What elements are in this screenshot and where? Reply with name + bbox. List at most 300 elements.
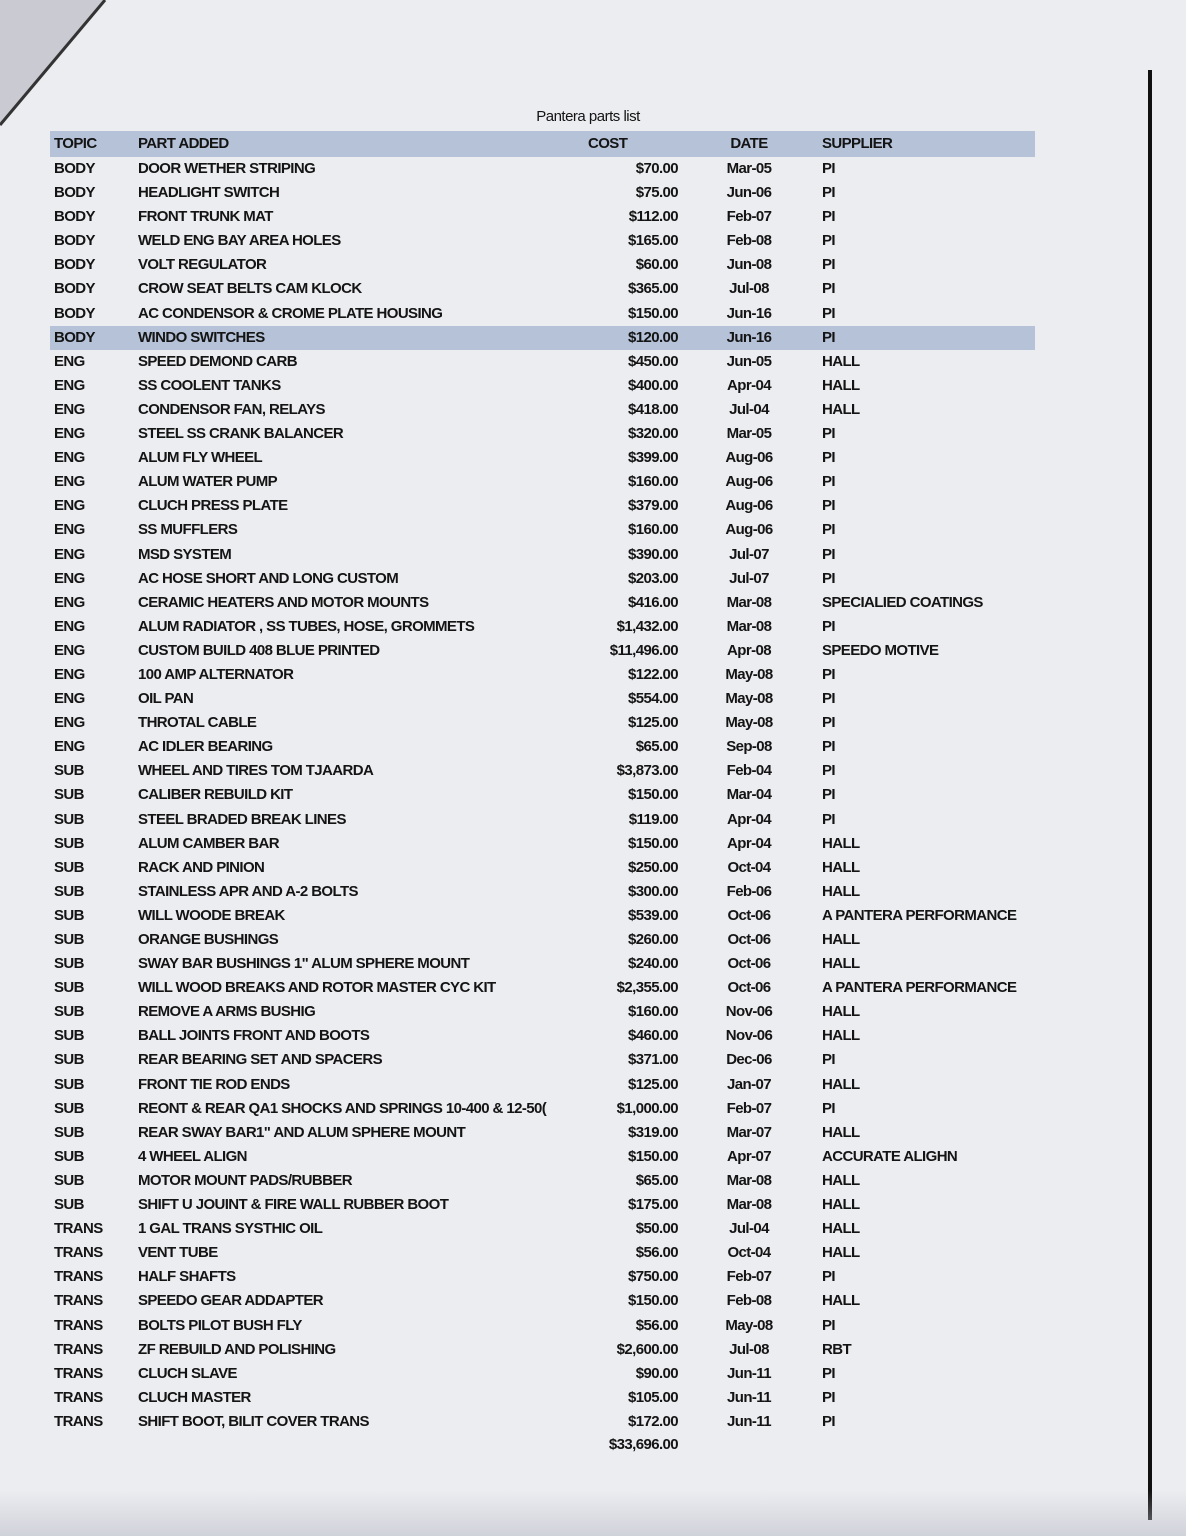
cell-topic: ENG: [54, 665, 85, 683]
cell-topic: ENG: [54, 617, 85, 635]
cell-supplier: PI: [822, 569, 835, 587]
cell-part: REAR BEARING SET AND SPACERS: [138, 1051, 383, 1069]
cell-cost: $554.00: [627, 690, 678, 708]
cell-topic: SUB: [54, 1075, 84, 1093]
cell-cost: $160.00: [627, 521, 678, 539]
cell-cost: $165.00: [627, 232, 678, 250]
cell-topic: ENG: [54, 690, 85, 708]
cell-cost: $50.00: [635, 1220, 678, 1238]
cell-date: Jun-11: [727, 1364, 771, 1382]
cell-part: SPEED DEMOND CARB: [138, 352, 297, 370]
table-row: [50, 615, 1035, 639]
cell-date: Feb-07: [726, 208, 772, 226]
cell-supplier: PI: [822, 280, 835, 298]
cell-cost: $60.00: [635, 256, 678, 274]
cell-date: Mar-05: [726, 160, 772, 177]
cell-part: CLUCH PRESS PLATE: [138, 497, 288, 515]
cell-supplier: HALL: [822, 376, 860, 394]
table-body: [50, 157, 1035, 1434]
cell-topic: SUB: [54, 931, 84, 948]
cell-date: Sep-08: [726, 738, 772, 756]
cell-topic: ENG: [54, 376, 85, 394]
cell-part: FRONT TRUNK MAT: [138, 208, 273, 226]
cell-topic: TRANS: [54, 1388, 103, 1406]
cell-part: HALF SHAFTS: [138, 1268, 236, 1286]
cell-topic: SUB: [54, 1003, 84, 1021]
cell-date: Jul-08: [729, 1340, 769, 1358]
cell-date: Jun-16: [726, 328, 772, 346]
table-row: [50, 832, 1035, 856]
table-row: [50, 1386, 1035, 1410]
table-row: [50, 880, 1035, 904]
table-row: [50, 976, 1035, 1000]
table-row: [50, 687, 1035, 711]
cell-part: CLUCH MASTER: [138, 1388, 251, 1406]
table-row: [50, 952, 1035, 976]
cell-part: WINDO SWITCHES: [138, 328, 265, 346]
cell-topic: TRANS: [54, 1316, 103, 1334]
cell-topic: SUB: [54, 979, 84, 997]
cell-part: STAINLESS APR AND A-2 BOLTS: [138, 882, 358, 900]
cell-topic: BODY: [54, 208, 95, 226]
cell-supplier: HALL: [822, 352, 860, 370]
cell-supplier: PI: [822, 256, 835, 274]
header-date: DATE: [730, 135, 768, 152]
cell-date: Jun-11: [727, 1388, 771, 1406]
table-row: [50, 350, 1035, 374]
cell-date: Apr-04: [727, 810, 771, 828]
cell-cost: $56.00: [635, 1316, 678, 1334]
header-supplier: SUPPLIER: [822, 135, 893, 152]
cell-supplier: PI: [822, 497, 835, 515]
cell-part: BALL JOINTS FRONT AND BOOTS: [138, 1027, 370, 1045]
cell-part: ALUM RADIATOR , SS TUBES, HOSE, GROMMETS: [138, 617, 475, 635]
cell-topic: ENG: [54, 400, 85, 418]
cell-date: Feb-06: [726, 882, 772, 900]
cell-part: 100 AMP ALTERNATOR: [138, 665, 294, 683]
cell-topic: SUB: [54, 906, 84, 924]
cell-supplier: HALL: [822, 955, 860, 973]
cell-topic: ENG: [54, 473, 85, 491]
table-row: [50, 1193, 1035, 1217]
cell-date: Mar-04: [726, 786, 772, 804]
table-row: [50, 567, 1035, 591]
cell-part: REONT & REAR QA1 SHOCKS AND SPRINGS 10-400 & 12-50(: [138, 1099, 547, 1117]
cell-part: CLUCH SLAVE: [138, 1364, 237, 1382]
cell-date: Apr-07: [727, 1147, 771, 1165]
cell-supplier: HALL: [822, 1003, 860, 1021]
cell-part: STEEL SS CRANK BALANCER: [138, 425, 344, 443]
cell-cost: $365.00: [627, 280, 678, 298]
cell-supplier: PI: [822, 690, 835, 708]
cell-topic: SUB: [54, 834, 84, 852]
cell-date: Jun-11: [727, 1412, 771, 1430]
cell-topic: ENG: [54, 449, 85, 467]
cell-cost: $400.00: [627, 376, 678, 394]
cell-cost: $125.00: [627, 1075, 678, 1093]
cell-part: ORANGE BUSHINGS: [138, 931, 279, 948]
cell-topic: SUB: [54, 1123, 84, 1141]
cell-cost: $450.00: [627, 352, 678, 370]
cell-supplier: PI: [822, 1268, 835, 1286]
cell-supplier: PI: [822, 160, 835, 177]
cell-date: Feb-08: [726, 232, 772, 250]
cell-date: Feb-04: [726, 762, 772, 780]
cell-topic: SUB: [54, 1051, 84, 1069]
cell-date: Aug-06: [725, 521, 773, 539]
cell-date: Feb-07: [726, 1099, 772, 1117]
cell-topic: TRANS: [54, 1364, 103, 1382]
cell-cost: $75.00: [635, 184, 678, 202]
cell-date: Mar-08: [726, 617, 772, 635]
header-topic: TOPIC: [54, 135, 97, 152]
cell-date: Dec-06: [726, 1051, 772, 1069]
parts-table: [50, 131, 1035, 1434]
cell-part: RACK AND PINION: [138, 858, 265, 876]
cell-supplier: PI: [822, 738, 835, 756]
cell-cost: $750.00: [627, 1268, 678, 1286]
cell-cost: $105.00: [627, 1388, 678, 1406]
cell-part: SWAY BAR BUSHINGS 1" ALUM SPHERE MOUNT: [138, 955, 470, 973]
cell-topic: SUB: [54, 810, 84, 828]
table-header: [50, 131, 1035, 157]
cell-topic: ENG: [54, 352, 85, 370]
cell-supplier: HALL: [822, 1196, 860, 1214]
table-row: [50, 277, 1035, 301]
cell-supplier: PI: [822, 425, 835, 443]
table-row: [50, 1145, 1035, 1169]
cell-cost: $1,432.00: [616, 617, 678, 635]
table-row: [50, 205, 1035, 229]
cell-date: Jul-04: [729, 400, 769, 418]
cell-part: CONDENSOR FAN, RELAYS: [138, 400, 325, 418]
cell-topic: SUB: [54, 955, 84, 973]
cell-part: REMOVE A ARMS BUSHIG: [138, 1003, 316, 1021]
table-row: [50, 398, 1035, 422]
table-row: [50, 591, 1035, 615]
header-cost: COST: [588, 135, 628, 152]
cell-topic: BODY: [54, 280, 95, 298]
cell-date: Jan-07: [727, 1075, 771, 1093]
table-row: [50, 808, 1035, 832]
header-part: PART ADDED: [138, 135, 229, 152]
cell-supplier: PI: [822, 208, 835, 226]
cell-supplier: PI: [822, 1412, 835, 1430]
cell-cost: $150.00: [627, 834, 678, 852]
cell-part: THROTAL CABLE: [138, 714, 257, 732]
cell-cost: $460.00: [627, 1027, 678, 1045]
table-row: [50, 229, 1035, 253]
cell-part: ZF REBUILD AND POLISHING: [138, 1340, 336, 1358]
cell-date: Oct-06: [727, 979, 771, 997]
cell-supplier: PI: [822, 304, 835, 322]
table-row: [50, 446, 1035, 470]
cell-cost: $175.00: [627, 1196, 678, 1214]
cell-topic: BODY: [54, 184, 95, 202]
cell-date: Jul-07: [729, 569, 769, 587]
cell-date: Apr-04: [727, 834, 771, 852]
cell-date: Jun-16: [726, 304, 772, 322]
table-row: [50, 157, 1035, 181]
cell-supplier: PI: [822, 1388, 835, 1406]
cell-supplier: HALL: [822, 1244, 860, 1262]
table-row: [50, 1048, 1035, 1072]
table-row: [50, 518, 1035, 542]
table-row: [50, 1241, 1035, 1265]
cell-part: SS MUFFLERS: [138, 521, 238, 539]
cell-cost: $90.00: [635, 1364, 678, 1382]
cell-part: FRONT TIE ROD ENDS: [138, 1075, 290, 1093]
cell-cost: $112.00: [628, 208, 678, 226]
table-row: [50, 1289, 1035, 1313]
cell-supplier: PI: [822, 184, 835, 202]
cell-supplier: PI: [822, 521, 835, 539]
table-row: [50, 543, 1035, 567]
cell-cost: $122.00: [627, 665, 678, 683]
table-row: [50, 1362, 1035, 1386]
cell-date: Jun-06: [726, 184, 772, 202]
cell-supplier: PI: [822, 328, 835, 346]
cell-part: WILL WOOD BREAKS AND ROTOR MASTER CYC KIT: [138, 979, 496, 997]
cell-cost: $125.00: [627, 714, 678, 732]
cell-date: Mar-07: [726, 1123, 772, 1141]
table-row: [50, 302, 1035, 326]
cell-supplier: A PANTERA PERFORMANCE: [822, 979, 1017, 997]
cell-topic: SUB: [54, 786, 84, 804]
cell-date: Apr-04: [727, 376, 771, 394]
scan-shadow: [0, 1490, 1186, 1536]
cell-cost: $418.00: [627, 400, 678, 418]
cell-topic: TRANS: [54, 1268, 103, 1286]
cell-date: Aug-06: [725, 497, 773, 515]
cell-part: WELD ENG BAY AREA HOLES: [138, 232, 341, 250]
cell-cost: $150.00: [627, 786, 678, 804]
cell-part: SHIFT BOOT, BILIT COVER TRANS: [138, 1412, 369, 1430]
cell-cost: $320.00: [627, 425, 678, 443]
cell-date: May-08: [725, 714, 773, 732]
cell-part: ALUM FLY WHEEL: [138, 449, 263, 467]
cell-date: Apr-08: [727, 641, 771, 659]
cell-date: Nov-06: [725, 1027, 773, 1045]
cell-topic: TRANS: [54, 1412, 103, 1430]
cell-topic: BODY: [54, 256, 95, 274]
cell-part: AC HOSE SHORT AND LONG CUSTOM: [138, 569, 399, 587]
cell-date: May-08: [725, 690, 773, 708]
cell-supplier: HALL: [822, 1292, 860, 1310]
cell-topic: ENG: [54, 714, 85, 732]
cell-part: MSD SYSTEM: [138, 545, 232, 563]
table-row: [50, 1338, 1035, 1362]
cell-topic: TRANS: [54, 1292, 103, 1310]
cell-date: Jun-08: [726, 256, 772, 274]
table-row: [50, 470, 1035, 494]
cell-topic: BODY: [54, 232, 95, 250]
cell-cost: $160.00: [627, 1003, 678, 1021]
cell-cost: $1,000.00: [616, 1099, 678, 1117]
cell-topic: ENG: [54, 569, 85, 587]
cell-date: Aug-06: [725, 473, 773, 491]
cell-date: Oct-04: [727, 858, 771, 876]
cell-supplier: PI: [822, 1316, 835, 1334]
cell-date: May-08: [725, 1316, 773, 1334]
cell-date: Aug-06: [725, 449, 773, 467]
cell-supplier: HALL: [822, 882, 860, 900]
table-row: [50, 856, 1035, 880]
cell-date: Mar-05: [726, 425, 772, 443]
cell-date: Oct-06: [727, 906, 771, 924]
cell-supplier: SPEEDO MOTIVE: [822, 641, 939, 659]
right-margin-rule: [1148, 70, 1152, 1520]
cell-part: SHIFT U JOUINT & FIRE WALL RUBBER BOOT: [138, 1196, 449, 1214]
cell-supplier: PI: [822, 617, 835, 635]
cell-date: Jul-07: [729, 545, 769, 563]
cell-supplier: A PANTERA PERFORMANCE: [822, 906, 1017, 924]
table-row: [50, 181, 1035, 205]
cell-supplier: PI: [822, 665, 835, 683]
cell-supplier: HALL: [822, 931, 860, 948]
table-row: [50, 253, 1035, 277]
cell-topic: SUB: [54, 762, 84, 780]
cell-supplier: PI: [822, 1051, 835, 1069]
cell-part: VOLT REGULATOR: [138, 256, 267, 274]
table-row: [50, 326, 1035, 350]
cell-topic: ENG: [54, 545, 85, 563]
cell-topic: BODY: [54, 160, 95, 177]
cell-supplier: PI: [822, 449, 835, 467]
cell-part: CALIBER REBUILD KIT: [138, 786, 293, 804]
cell-cost: $399.00: [627, 449, 678, 467]
cell-part: WILL WOODE BREAK: [138, 906, 285, 924]
cell-supplier: ACCURATE ALIGHN: [822, 1147, 958, 1165]
cell-cost: $65.00: [635, 1171, 678, 1189]
cell-supplier: PI: [822, 810, 835, 828]
cell-cost: $390.00: [627, 545, 678, 563]
cell-supplier: PI: [822, 714, 835, 732]
cell-topic: ENG: [54, 738, 85, 756]
cell-supplier: PI: [822, 473, 835, 491]
cell-cost: $120.00: [627, 328, 678, 346]
cell-date: Jul-04: [729, 1220, 769, 1238]
cell-topic: SUB: [54, 1099, 84, 1117]
table-row: [50, 1121, 1035, 1145]
cell-date: Feb-07: [726, 1268, 772, 1286]
cell-supplier: HALL: [822, 400, 860, 418]
cell-date: Oct-04: [727, 1244, 771, 1262]
cell-part: CROW SEAT BELTS CAM KLOCK: [138, 280, 362, 298]
cell-topic: TRANS: [54, 1244, 103, 1262]
cell-part: 1 GAL TRANS SYSTHIC OIL: [138, 1220, 323, 1238]
cell-cost: $379.00: [627, 497, 678, 515]
cell-part: VENT TUBE: [138, 1244, 218, 1262]
table-row: [50, 928, 1035, 952]
cell-cost: $56.00: [635, 1244, 678, 1262]
cell-topic: BODY: [54, 304, 95, 322]
table-row: [50, 1265, 1035, 1289]
cell-topic: ENG: [54, 593, 85, 611]
cell-topic: ENG: [54, 641, 85, 659]
cell-cost: $416.00: [627, 593, 678, 611]
cell-date: Mar-08: [726, 593, 772, 611]
document-title: Pantera parts list: [536, 108, 640, 125]
cell-part: SS COOLENT TANKS: [138, 376, 281, 394]
cell-cost: $319.00: [627, 1123, 678, 1141]
cell-part: HEADLIGHT SWITCH: [138, 184, 280, 202]
cell-topic: SUB: [54, 1027, 84, 1045]
cell-cost: $3,873.00: [616, 762, 678, 780]
table-row: [50, 1169, 1035, 1193]
cell-date: Mar-08: [726, 1171, 772, 1189]
cell-supplier: HALL: [822, 1027, 860, 1045]
total-cost: $33,696.00: [608, 1436, 678, 1453]
cell-cost: $150.00: [627, 1147, 678, 1165]
cell-cost: $119.00: [628, 810, 678, 828]
cell-supplier: PI: [822, 1364, 835, 1382]
cell-date: Nov-06: [725, 1003, 773, 1021]
table-row: [50, 1000, 1035, 1024]
cell-part: 4 WHEEL ALIGN: [138, 1147, 247, 1165]
cell-cost: $150.00: [627, 304, 678, 322]
cell-cost: $150.00: [627, 1292, 678, 1310]
table-row: [50, 759, 1035, 783]
cell-supplier: PI: [822, 786, 835, 804]
cell-topic: SUB: [54, 1171, 84, 1189]
table-row: [50, 783, 1035, 807]
table-row: [50, 639, 1035, 663]
cell-part: CUSTOM BUILD 408 BLUE PRINTED: [138, 641, 380, 659]
cell-part: CERAMIC HEATERS AND MOTOR MOUNTS: [138, 593, 429, 611]
cell-cost: $300.00: [627, 882, 678, 900]
cell-supplier: HALL: [822, 1123, 860, 1141]
cell-part: SPEEDO GEAR ADDAPTER: [138, 1292, 323, 1310]
table-row: [50, 663, 1035, 687]
cell-part: ALUM CAMBER BAR: [138, 834, 279, 852]
cell-part: ALUM WATER PUMP: [138, 473, 278, 491]
cell-supplier: PI: [822, 762, 835, 780]
table-row: [50, 374, 1035, 398]
cell-part: BOLTS PILOT BUSH FLY: [138, 1316, 302, 1334]
cell-part: STEEL BRADED BREAK LINES: [138, 810, 346, 828]
cell-part: DOOR WETHER STRIPING: [138, 160, 316, 177]
table-row: [50, 1314, 1035, 1338]
cell-topic: ENG: [54, 521, 85, 539]
cell-cost: $2,355.00: [616, 979, 678, 997]
table-row: [50, 494, 1035, 518]
cell-cost: $70.00: [635, 160, 678, 177]
table-row: [50, 422, 1035, 446]
cell-supplier: HALL: [822, 858, 860, 876]
cell-cost: $250.00: [627, 858, 678, 876]
table-row: [50, 1073, 1035, 1097]
table-row: [50, 711, 1035, 735]
cell-cost: $172.00: [627, 1412, 678, 1430]
cell-supplier: PI: [822, 1099, 835, 1117]
table-row: [50, 904, 1035, 928]
cell-supplier: HALL: [822, 1075, 860, 1093]
cell-cost: $65.00: [635, 738, 678, 756]
cell-topic: TRANS: [54, 1220, 103, 1238]
cell-cost: $2,600.00: [616, 1340, 678, 1358]
cell-supplier: HALL: [822, 1171, 860, 1189]
cell-part: AC CONDENSOR & CROME PLATE HOUSING: [138, 304, 443, 322]
cell-topic: SUB: [54, 858, 84, 876]
cell-topic: ENG: [54, 425, 85, 443]
cell-date: Feb-08: [726, 1292, 772, 1310]
cell-supplier: SPECIALIED COATINGS: [822, 593, 983, 611]
cell-topic: SUB: [54, 1147, 84, 1165]
table-row: [50, 1410, 1035, 1434]
cell-topic: ENG: [54, 497, 85, 515]
cell-topic: SUB: [54, 1196, 84, 1214]
